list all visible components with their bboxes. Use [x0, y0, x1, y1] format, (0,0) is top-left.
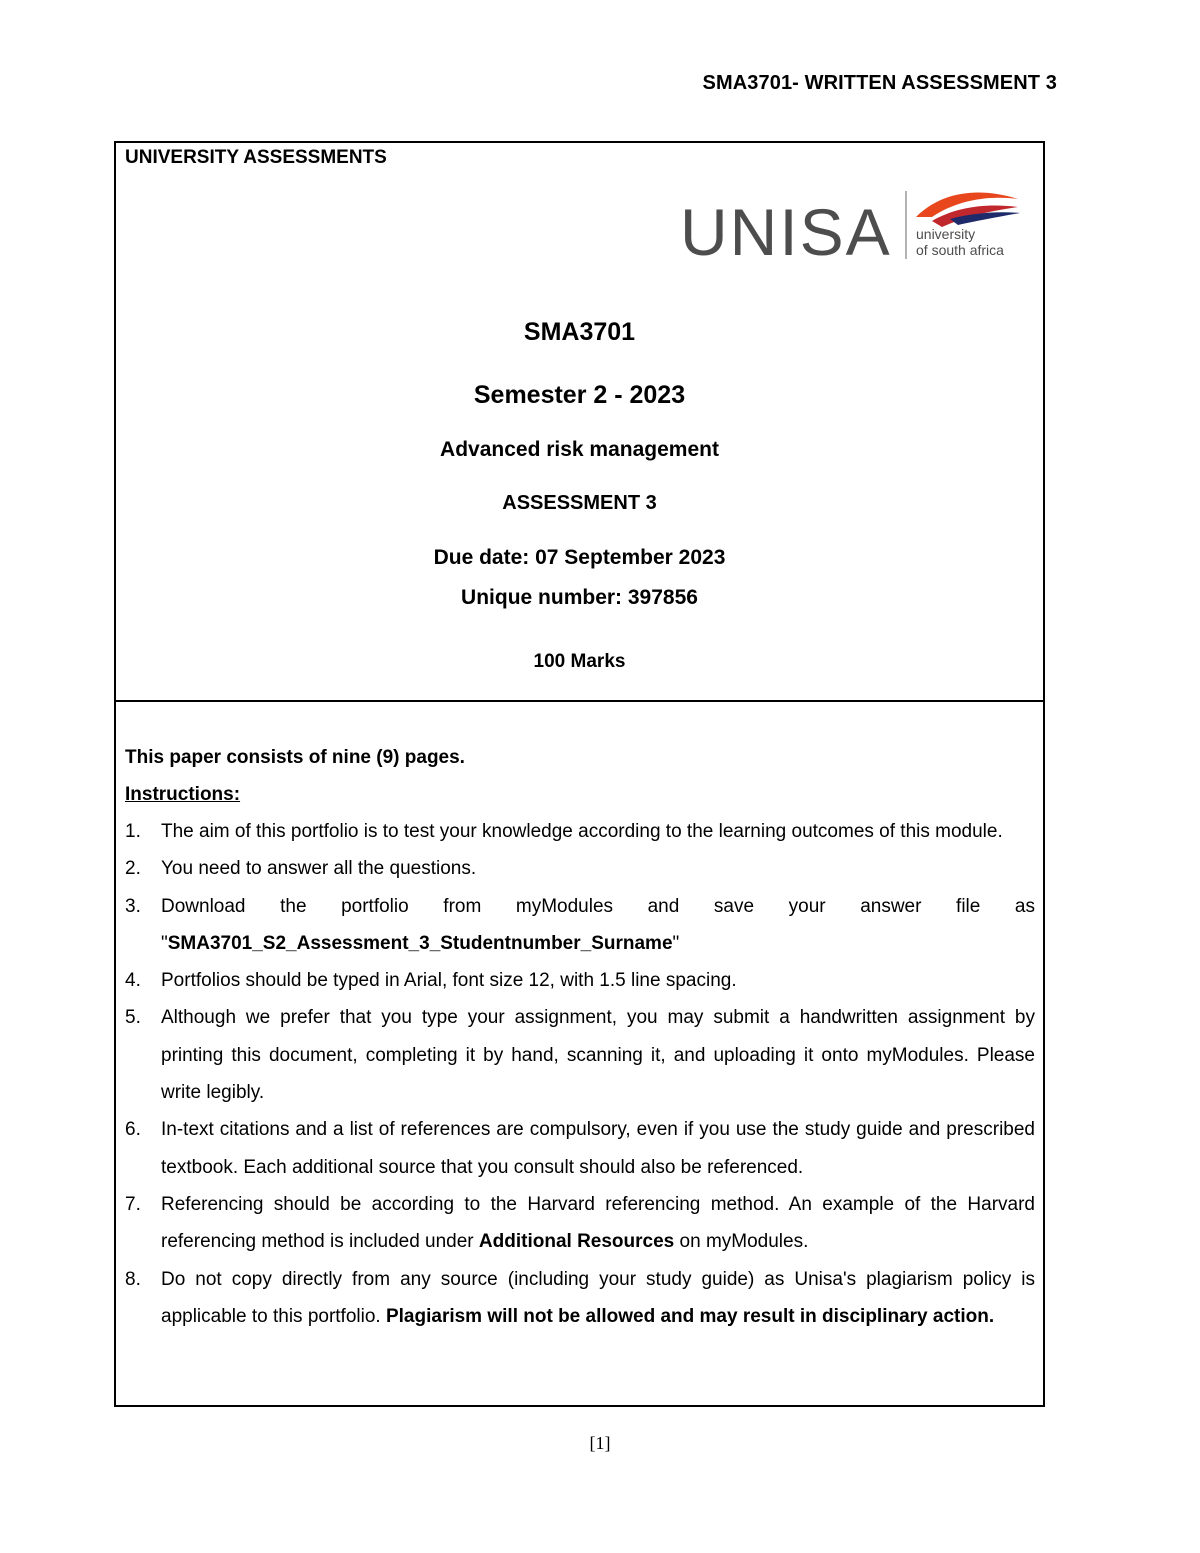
logo-tagline-2: of south africa [916, 242, 1004, 258]
item-text [161, 1261, 1035, 1336]
item-text-part: " [672, 932, 680, 954]
item-text: Portfolios should be typed in Arial, font size 12, with 1.5 line spacing. [161, 970, 737, 992]
plagiarism-warning: Plagiarism will not be allowed and may result in disciplinary action. [385, 1305, 995, 1327]
semester: Semester 2 - 2023 [473, 381, 686, 409]
running-header: SMA3701- WRITTEN ASSESSMENT 3 [702, 72, 1057, 94]
cover-frame [114, 141, 1045, 1407]
instructions-heading: Instructions: [125, 784, 241, 805]
additional-resources: Additional Resources [478, 1231, 675, 1253]
list-item [125, 1111, 1035, 1186]
due-date: Due date: 07 September 2023 [433, 546, 726, 569]
item-number: 3. [125, 895, 141, 917]
list-item [125, 813, 1035, 850]
list-item [125, 999, 1035, 1111]
item-number: 8. [125, 1268, 141, 1290]
item-text-part: Referencing should be according to the Harvard referencing method. An example of the Harvard referencing method is included under [161, 1193, 1035, 1253]
item-text-part: Download the portfolio from myModules and save your answer file as " [161, 895, 1035, 954]
page-number: [1] [589, 1433, 611, 1453]
item-number: 6. [125, 1119, 141, 1141]
file-name-format: SMA3701_S2_Assessment_3_Studentnumber_Surname [167, 932, 673, 954]
item-number: 4. [125, 970, 141, 992]
logo-wordmark: UNISA [680, 195, 892, 263]
university-assessments-label: UNIVERSITY ASSESSMENTS [125, 147, 387, 168]
item-number: 1. [125, 821, 141, 842]
list-item [125, 962, 1035, 999]
instructions-list [125, 813, 1035, 1335]
item-number: 7. [125, 1193, 141, 1215]
logo-tagline-1: university [916, 226, 976, 242]
module-title: Advanced risk management [440, 438, 719, 461]
item-text-part: Do not copy directly from any source (including your study guide) as Unisa's plagiarism policy is applicable to this portfolio. [161, 1268, 1035, 1327]
unique-number: Unique number: 397856 [461, 586, 698, 609]
item-text [161, 1186, 1035, 1261]
total-marks: 100 Marks [533, 651, 626, 672]
section-divider [116, 700, 1043, 702]
item-text-part: on myModules. [674, 1231, 809, 1253]
item-number: 2. [125, 858, 141, 880]
list-item [125, 888, 1035, 963]
item-text: Although we prefer that you type your assignment, you may submit a handwritten assignment by printing this document, completing it by hand, scanning it, and uploading it onto myModules. Please write legibly. [161, 1007, 1035, 1104]
list-item [125, 1186, 1035, 1261]
module-code: SMA3701 [523, 318, 636, 346]
list-item [125, 850, 1035, 887]
item-text [161, 888, 1035, 963]
item-text: In-text citations and a list of references are compulsory, even if you use the study guide and prescribed textbook. Each additional source that you consult should also be referenced. [161, 1119, 1035, 1178]
item-text: You need to answer all the questions. [161, 858, 477, 880]
instructions-section [125, 739, 1035, 1335]
item-text: The aim of this portfolio is to test your knowledge according to the learning outcomes of this module. [161, 821, 1003, 842]
assessment-title: ASSESSMENT 3 [502, 492, 657, 514]
unisa-logo [680, 187, 1025, 263]
item-number: 5. [125, 1007, 141, 1029]
pages-statement: This paper consists of nine (9) pages. [125, 747, 465, 768]
list-item [125, 1261, 1035, 1336]
